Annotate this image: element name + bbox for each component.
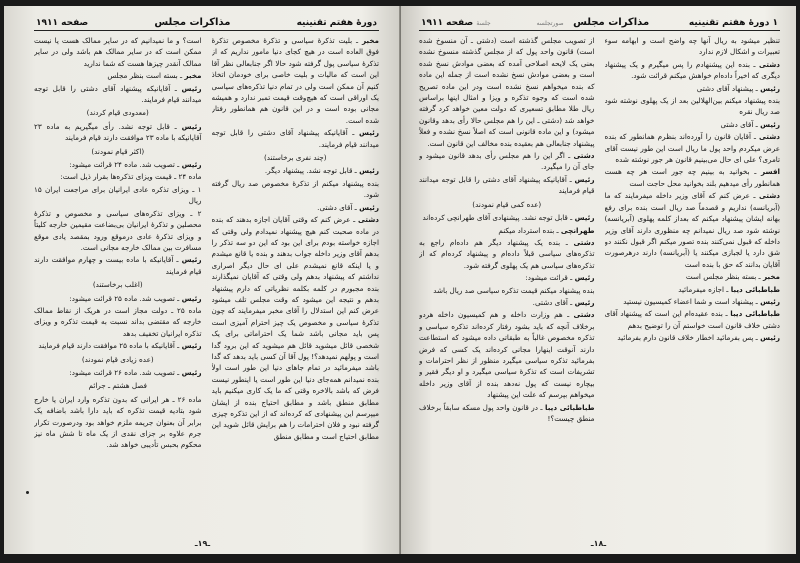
speech-paragraph [34,121,202,144]
column-left [34,35,202,525]
speech-paragraph [605,59,781,82]
page-footer-number: ـ۱۸ـ [590,539,607,548]
stage-direction: (اغلب برخاستند) [92,280,143,290]
header-title-sub: صورتجلسه [536,20,564,27]
speech-paragraph [34,159,202,170]
column-right [605,35,781,525]
speech-text: ـ تصویب شد. ماده ۲۴ قرائت میشود: [69,160,180,170]
speech-text: بنده پیشنهاد میکنم از تذکرهٔ مخصوص صد ریال گرفته شود. [211,178,379,200]
speech-text: ـ بنده این پیشنهادم را پس میگیرم و یک پیشنهاد دیگری که اخیراً داده‌ام خواهش میکنم قرائت شود. [604,59,780,81]
header-page-sub: جلسهٔ [476,20,491,27]
speaker-name: رئیس [574,297,595,307]
speech-paragraph [419,174,595,197]
speech-paragraph [212,35,380,126]
speaker-name: رئیس [181,160,202,170]
stage-direction: (عده زیادی قیام نمودند) [81,354,154,364]
speaker-name: مخبر [762,272,780,282]
speech-paragraph [34,171,202,182]
speech-text: ۱ ـ ویزای تذکره عادی ایرانیان برای مراجعت ایران ۱۵ ریال [34,184,202,206]
speech-text: ـ پیشنهاد آقای دشتی [696,83,758,93]
speech-text: ـ بسته است بنظر مجلس [107,71,183,81]
speaker-name: رئیس [181,255,202,265]
header-page-number: صفحه ۱۹۱۱ [36,18,89,28]
speaker-name: دشتی [759,59,780,69]
speech-paragraph [419,212,595,223]
speech-paragraph [605,308,781,331]
speech-text: ـ آقایانیکه پیشنهاد آقای دشتی را قابل توجه میدانند قیام فرمایند. [211,128,379,149]
speech-text: ـ بلیت تذکرهٔ سیاسی و تذکرهٔ مخصوص تذکرهٔ فوق العاده است در هیچ کجای دنیا مامور نداریم که از تذکرهٔ سیاسی پول گرفته شود حالا اگر جنابعالی نظر آقا این است که مالیات و بلیت خاصی برای خودمان اتخاذ کنیم آن ممکن است ولی در تمام دنیا تذکره‌های سیاسی یک اوراقی است که هیچ‌وقت قیمت تمبر ندارد و همیشه مجانی بوده است و در این قانون هم همانطور رفتار شده است. [211,36,379,125]
header-session: دورهٔ هفتم تقنینیه [296,18,377,28]
header-title [536,17,649,28]
speech-paragraph [34,70,202,81]
speech-text: ـ آقایانیکه پیشنهاد آقای دشتی را قابل توجه میدانند قیام فرمایند. [34,83,202,105]
speaker-name: رئیس [574,273,595,283]
speech-paragraph [605,271,781,282]
speech-paragraph [605,35,781,58]
speech-paragraph [34,293,202,304]
speech-text: ـ بنده یک پیشنهاد دیگر هم داده‌ام راجع به تذکره‌های سیاسی قبلاً داده‌ام و پیشنهاد کرده‌ام که از تذکره‌های سیاسی هم یک پهلوی گرفته شود. [419,237,595,270]
speech-paragraph [34,367,202,378]
speaker-name: دشتی [759,191,780,201]
column-right [212,35,380,525]
speech-text: ـ عرض کنم که آقای وزیر داخله میفرمایند که ما (آبریانسه) نداریم و قصدماً صد ریال است بنده برای رفع بهانه ایشان پیشنهاد میکنم که بعداز کلمه پهلوی (آبریانسه) نوشته شود صد ریال نمیدانم چه منظوری دارند آقای وزیر داخله که قبول نمی‌کنند بنده تصور میکنم اگر قبول نکنند دو شق دارد یا لجبازی میکنند یا (آبریانسه) دارند درهرصورت آقایان بدانند که حق با بنده است [604,191,780,269]
speaker-name: رئیس [181,367,202,377]
speech-text: ـ آقای دشتی. [317,202,357,212]
stage-direction: (اکثر قیام نمودند) [91,146,145,156]
speech-paragraph [605,119,781,130]
page-footer-number: ـ۱۹ـ [194,539,211,548]
speech-paragraph [605,296,781,307]
page-header [419,14,780,31]
speech-text: ـ آقایانیکه با ماده ۲۵ موافقت دارند قیام فرمایند [38,341,180,351]
speaker-name: رئیس [760,119,780,129]
speaker-name: رئیس [181,293,202,303]
speech-text: ـ اگر این را هم مجلس رأی بدهد قانون میشود و جای آن را میگیرد. [419,151,595,172]
speech-text: ـ بنده استرداد میکنم [498,225,559,235]
speech-text: ـ پیشنهاد است و شما اعضاء کمیسیون نیستید [623,296,758,306]
speech-paragraph [34,184,202,207]
speech-text: ـ آقایانیکه پیشنهاد آقای دشتی را قابل توجه میدانند قیام فرمایند [419,174,595,196]
speech-text: بنده پیشنهاد میکنم قیمت تذکره سیاسی صد ریال باشد [433,285,595,295]
speaker-name: دشتی [573,237,595,247]
scan-speck [26,491,29,494]
speech-text: ـ قرائت میشود: [525,273,573,283]
speech-paragraph [419,150,595,173]
speaker-name: رئیس [181,341,202,351]
speech-text: از تصویب مجلس گذشته است (دشتی ـ آن منسوخ شده است) قانون واحد پول که از مجلس گذشته منسوخ نشده بعنی یک لایحه اصلاحی آمده که بعضی موادش نسخ شده است و بعضی موادش نسخ نشده است از جمله این ماده که بنده میخواهم نسخ نشده است ودر این ماده تصریح شده است که وجوه تذکره و ویزا و امثال اینها براساس ریال طلا مطابق تسعیری که دولت معین خواهد کرد گرفته خواهد شد (دشتی ـ این را هم مجلس حالا رأی بدهد وقانون میشود) و این ماده قانونی است که اصلاً نسخ نشده و فعلاً پیشنهاد جنابعالی هم بعقیده بنده مخالف این قانون است. [419,36,595,148]
speaker-name: رئیس [574,174,595,184]
page-header [34,14,379,31]
speaker-name: دشتی [759,132,780,142]
speech-paragraph [419,272,595,283]
speaker-name: مخبر [184,71,202,81]
header-page-number [421,18,497,28]
header-title-text: مذاکرات مجلس [573,17,650,28]
speech-text: ـ قابل توجه نشد. پیشنهاد دیگر. [264,166,357,176]
speech-text: ـ بسته بنظر مجلس است [685,272,761,282]
speech-text: ـ تصویب شد. ماده ۲۵ قرائت میشود: [69,293,180,303]
speech-paragraph [605,332,781,343]
speaker-name: رئیس [181,121,202,131]
speaker-name: رئیس [760,296,780,306]
speech-text: ـ در قانون واحد پول مسکه سابقاً برخلاف منطق چیست؟! [419,402,595,423]
speech-paragraph [212,165,380,176]
speech-paragraph [34,208,202,254]
speaker-name: دشتی [573,151,595,161]
speech-text: ـ بنده عقیده‌ام این است که پیشنهاد آقای دشتی خلاف قانون است خواستم آن را توضیح بدهم [604,309,780,330]
speech-text: تنظیر میشود به ریال آنها چه واضح است و ابهامه سوء تعبیرات و اشکال لازم ندارد [604,36,780,57]
speech-paragraph [34,254,202,277]
speaker-name: طهرانچی [560,225,595,235]
speech-paragraph [34,305,202,339]
speaker-name: رئیس [359,128,379,138]
speaker-name: رئیس [760,83,780,93]
speech-text: ـ هم وزارت داخله و هم کمیسیون داخله هردو برخلاف آنچه که باید بشود رفتار کرده‌اند تذکره سیاسی و تذکره مخصوص غالباً به طبقاتی داده میشود که استطاعت دارند آنوقت اینهارا مجانی کرده‌اند یک کسی که فرض بفرمائید تذکره سیاسی میگیرد منظور از نظر احترامات و تشریفات است که تذکرهٔ سیاسی میگیرد و او دیگر فقیر و بیچاره نیست که پول نه‌دهد بنده از آقای وزیر داخله میخواهم بپرسم که علت این پیشنهاد [419,310,595,400]
stage-direction: (معدودی قیام کردند) [86,108,149,118]
speech-paragraph [605,190,781,270]
speech-paragraph [212,214,380,442]
stage-direction: فصل هشتم ـ جرائم [88,381,147,391]
speaker-name: دشتی [358,215,379,225]
speech-paragraph [34,83,202,106]
speech-paragraph [605,131,781,165]
speaker-name: رئیس [181,83,202,93]
speech-text: ـ تصویب شد. ماده ۲۶ قرائت میشود: [69,367,180,377]
speech-paragraph [34,394,202,451]
text-columns [419,35,780,525]
speech-paragraph [212,178,380,201]
speaker-name: دشتی [573,310,595,320]
speaker-name: رئیس [359,202,379,212]
speaker-name: طباطبائی دیبا [730,284,780,294]
header-page-text: صفحه ۱۹۱۱ [421,18,474,28]
speaker-name: افسر [761,167,780,177]
speech-paragraph [212,202,380,213]
speech-text: ـ قابل توجه نشد. پیشنهادی آقای طهرانچی کرده‌اند [422,213,573,223]
speaker-name: طباطبائی دیبا [545,402,595,412]
speech-text: ـ بخوانید به بینیم چه جور است هر چه هست همانطور رأی میدهیم بلند بخوانید محل حاجت است [604,167,780,188]
header-title: مذاکرات مجلس [154,17,231,28]
speech-text: بنده پیشنهاد میکنم بین‌الهلالین بعد از یک پهلوی نوشته شود صد ریال نقره [604,96,780,117]
speech-text: ماده ۲۴ ـ قیمت ویزای تذکره‌ها بقرار ذیل است: [60,172,202,182]
speech-paragraph [419,309,595,400]
speech-text: ـ قابل توجه نشد. رأی میگیریم به ماده ۲۳ آقایانیکه با ماده ۲۳ موافقت دارند قیام فرمایند [34,121,202,143]
stage-direction: (چند نفری برخاستند) [263,153,327,163]
speech-text: ۲ ـ ویزای تذکره‌های سیاسی و مخصوص و تذکرهٔ محصلین و تذکرهٔ ایرانیان بی‌بضاعت مقیمین خارجه کلیتاً و ویزای تذکرهٔ عادی درموقع ورود بمقصد یادی موقع مسافرت بین ممالک خارجه مجانی است. [34,208,202,252]
speaker-name: رئیس [760,333,780,343]
speech-text: ـ آقای دشتی [720,119,758,129]
left-page [4,6,401,554]
speaker-name: مخبر [361,36,379,45]
right-page [401,6,796,554]
speech-paragraph [419,237,595,271]
stage-direction: (عده کمی قیام نمودند) [472,199,542,209]
speech-paragraph [419,225,595,236]
speech-paragraph [605,284,781,295]
speaker-name: رئیس [574,213,595,223]
speech-text: است؟ و ما نمیدانیم که در سایر ممالک هست یا نیست ممکن است که در سایر ممالک هم باشد ولی در سایر ممالک آنقدر چیزها هست که شما ندارید [34,36,202,68]
speech-paragraph [419,297,595,308]
speech-paragraph [605,95,781,118]
speech-text: ـ آقای دشتی. [532,297,573,307]
speaker-name: رئیس [359,166,379,176]
speech-text: ـ آقایانیکه با ماده بیست و چهارم موافقت دارند قیام فرمایند [34,255,202,276]
speech-paragraph [419,402,595,425]
speech-text: ـ پس بفرمائید اخطار خلاف قانون دارم بفرمائید [617,333,758,343]
speech-text: ـ عرض کنم که وقتی آقایان اجازه بدهند که بنده در ماده صحبت کنم هیچ پیشنهاد نمیدادم ولی وقتی که اجازه خواسته بودم برای این بود که این دو سه تذکر را بدهم آقای وزیر داخله جواب بدهند و بنده یا قانع میشدم و یا اینکه قانع نمیشدم علی ای حال دیگر اصراری نداشتم که پیشنهاد بدهم ولی وقتی که آقایان نمیگذارند بنده مجبورم در کلمه بکلمه نظریاتی که دارم پیشنهاد بدهم و نتیجه این میشود که وقت مجلس تلف میشود عرض کنم این استدلال را آقای مخبر میفرمایند که چون تذکرهٔ سیاسی و مخصوص یک چیز احترام آمیزی است پس باید مجانی باشد شما یک احتراماتی برای یک شخصی قائل میشوید قائل هم میشوید که این برود گدا است و پولهم نمیدهد؟! پول آقا آن کسی باید بدهد که گدا باشد میفرمائید در تمام جاهای دنیا این طور است اولاً بنده نمیدانم همه‌جای دنیا این طور است یا اینطور نیست فرض که باشد بالاخره وقتی که ما یک کاری میکنیم باید مطابق منطق باشد و مطابق احتیاج بنده از ایشان میپرسم این پیشنهادی که کرده‌اند که از این تذکره چیزی گرفته نبود و فلان احترامات را هم برایش قائل شوید این مطابق احتیاج است و مطابق منطق [211,215,379,441]
speaker-name: طباطبائی دیبا [730,309,780,319]
speech-text: ماده ۲۶ ـ هر ایرانی که بدون تذکره وارد ایران یا خارج شود بتادیه قیمت تذکره که باید دارا باشد باضافه یک برابر آن بعنوان جریمه ملزم خواهد بود ودرصورت تکرار جرم علاوه بر جزای نقدی از یک ماه تا شش ماه نیز محکوم بحبس تأدیبی خواهد شد. [34,394,202,450]
speech-paragraph [605,83,781,94]
book-spread [4,6,796,554]
speech-paragraph [419,285,595,296]
speech-text: ـ اجازه میفرمائید [678,284,729,294]
speech-paragraph [34,340,202,351]
speech-text: ـ آقایان قانون را آورده‌اند بنظرم همانطور که بنده عرض میکردم واحد پول ما ریال است این طور نیست آقای تامری؟ علی ای حال می‌بینیم قانون هر جور نوشته شده [604,132,780,165]
speech-paragraph [605,166,781,189]
speech-paragraph [212,127,380,150]
speech-text: ماده ۲۵ ـ دولت مجاز است در هریک از نقاط ممالک خارجه که مقتضی بداند نسبت به قیمت تذکره و ویزای تذکره ایرانیان تخفیف بدهد [34,305,202,338]
header-session: ۱ دورهٔ هفتم تقنینیه [688,18,778,28]
text-columns [34,35,379,525]
speech-paragraph [34,35,202,69]
speech-paragraph [419,35,595,149]
column-left [419,35,595,525]
